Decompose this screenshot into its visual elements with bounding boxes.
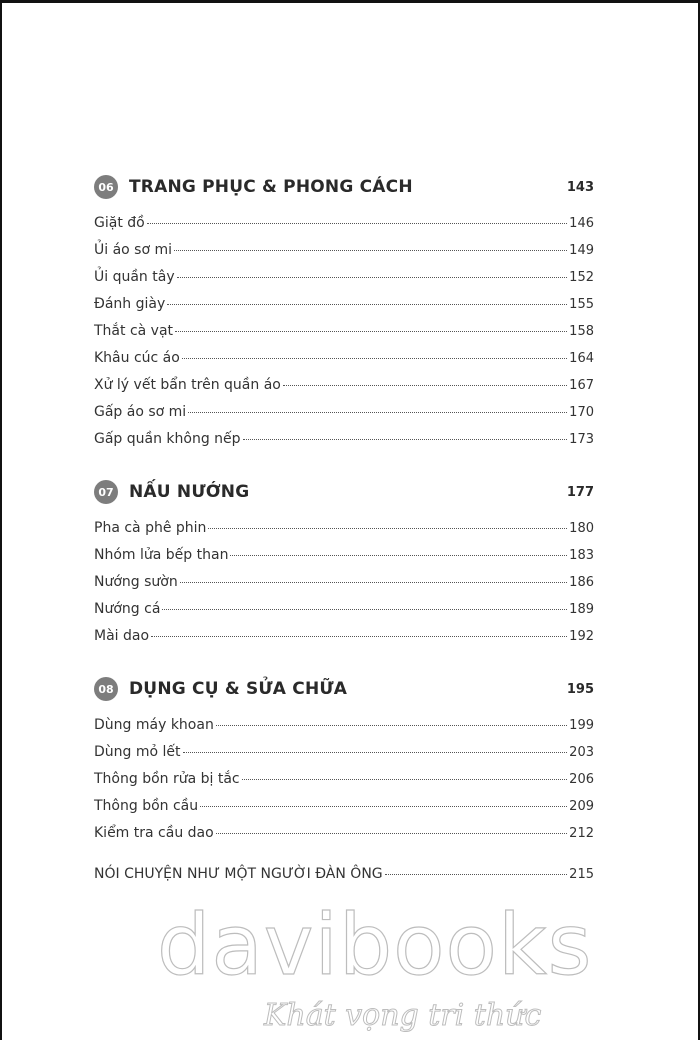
- section-spacer: [94, 458, 594, 476]
- toc-entry: [94, 520, 594, 547]
- entry-label: Dùng máy khoan: [94, 717, 214, 733]
- section-title: TRANG PHỤC & PHONG CÁCH: [129, 177, 413, 197]
- publisher-watermark: [2, 896, 700, 1043]
- entry-page-number: 164: [569, 351, 594, 366]
- toc-entry: [94, 601, 594, 628]
- dot-leader: [385, 874, 568, 875]
- section-entries: [94, 520, 594, 655]
- dot-leader: [183, 752, 568, 753]
- entry-label: Thông bồn rửa bị tắc: [94, 771, 240, 787]
- dot-leader: [151, 636, 567, 637]
- entry-page-number: 192: [569, 629, 594, 644]
- dot-leader: [182, 358, 567, 359]
- section-heading: [94, 171, 594, 203]
- toc-entry-closing: [94, 866, 594, 893]
- dot-leader: [216, 833, 567, 834]
- entry-label: Pha cà phê phin: [94, 520, 207, 536]
- entry-page-number: 189: [569, 602, 594, 617]
- toc-entry: [94, 350, 594, 377]
- entry-page-number: 183: [569, 548, 594, 563]
- dot-leader: [242, 779, 568, 780]
- entry-label: Nhóm lửa bếp than: [94, 547, 229, 563]
- entry-page-number: 158: [569, 324, 594, 339]
- section-entries: [94, 215, 594, 458]
- entry-label: Nướng sườn: [94, 574, 178, 590]
- entry-page-number: 146: [569, 216, 594, 231]
- section-number-badge: 06: [94, 175, 118, 199]
- watermark-brand: davibooks: [157, 896, 593, 994]
- entry-label: Nướng cá: [94, 601, 161, 617]
- entry-page-number: 170: [569, 405, 594, 420]
- section-entries: [94, 717, 594, 852]
- dot-leader: [147, 223, 567, 224]
- entry-page-number: 209: [569, 799, 594, 814]
- toc-entry: [94, 323, 594, 350]
- entry-label: Gấp áo sơ mi: [94, 404, 187, 420]
- entry-label: Dùng mỏ lết: [94, 744, 181, 760]
- toc-entry: [94, 798, 594, 825]
- entry-label: Xử lý vết bẩn trên quần áo: [94, 377, 281, 393]
- entry-label: Kiểm tra cầu dao: [94, 825, 214, 841]
- entry-label: Gấp quần không nếp: [94, 431, 241, 447]
- entry-page-number: 186: [569, 575, 594, 590]
- section-spacer: [94, 655, 594, 673]
- watermark-tagline: Khát vọng tri thức: [264, 998, 542, 1033]
- dot-leader: [200, 806, 567, 807]
- entry-page-number: 180: [569, 521, 594, 536]
- dot-leader: [174, 250, 567, 251]
- table-of-contents: [94, 171, 594, 893]
- section-number-badge: 08: [94, 677, 118, 701]
- entry-label: Giặt đồ: [94, 215, 145, 231]
- dot-leader: [177, 277, 568, 278]
- entry-page-number: 203: [569, 745, 594, 760]
- dot-leader: [243, 439, 568, 440]
- entry-label: Ủi quần tây: [94, 269, 175, 285]
- toc-section-06: [94, 171, 594, 458]
- entry-page-number: 215: [569, 867, 594, 882]
- entry-page-number: 152: [569, 270, 594, 285]
- toc-entry: [94, 242, 594, 269]
- toc-entry: [94, 771, 594, 798]
- dot-leader: [175, 331, 567, 332]
- entry-label: Khâu cúc áo: [94, 350, 180, 366]
- entry-label: NÓI CHUYỆN NHƯ MỘT NGƯỜI ĐÀN ÔNG: [94, 866, 383, 882]
- toc-entry: [94, 717, 594, 744]
- dot-leader: [167, 304, 567, 305]
- entry-label: Đánh giày: [94, 296, 166, 312]
- toc-entry: [94, 269, 594, 296]
- section-title: DỤNG CỤ & SỬA CHỮA: [129, 679, 348, 699]
- entry-label: Thắt cà vạt: [94, 323, 174, 339]
- dot-leader: [216, 725, 567, 726]
- entry-page-number: 212: [569, 826, 594, 841]
- toc-entry: [94, 628, 594, 655]
- toc-entry: [94, 574, 594, 601]
- entry-page-number: 155: [569, 297, 594, 312]
- entry-page-number: 173: [569, 432, 594, 447]
- toc-entry: [94, 296, 594, 323]
- toc-entry: [94, 404, 594, 431]
- dot-leader: [162, 609, 567, 610]
- toc-section-07: [94, 476, 594, 655]
- entry-label: Mài dao: [94, 628, 150, 644]
- entry-page-number: 206: [569, 772, 594, 787]
- section-title: NẤU NƯỚNG: [129, 482, 250, 502]
- toc-section-08: [94, 673, 594, 852]
- section-page-number: 143: [566, 179, 594, 195]
- section-heading: [94, 476, 594, 508]
- toc-entry: [94, 215, 594, 242]
- entry-label: Thông bồn cầu: [94, 798, 199, 814]
- dot-leader: [283, 385, 567, 386]
- toc-entry: [94, 431, 594, 458]
- dot-leader: [208, 528, 567, 529]
- section-page-number: 177: [566, 484, 594, 500]
- dot-leader: [188, 412, 567, 413]
- toc-entry: [94, 825, 594, 852]
- toc-entry: [94, 377, 594, 404]
- section-page-number: 195: [566, 681, 594, 697]
- entry-page-number: 167: [569, 378, 594, 393]
- toc-entry: [94, 547, 594, 574]
- entry-page-number: 199: [569, 718, 594, 733]
- entry-label: Ủi áo sơ mi: [94, 242, 173, 258]
- section-heading: [94, 673, 594, 705]
- toc-entry: [94, 744, 594, 771]
- dot-leader: [230, 555, 567, 556]
- entry-page-number: 149: [569, 243, 594, 258]
- section-number-badge: 07: [94, 480, 118, 504]
- dot-leader: [180, 582, 567, 583]
